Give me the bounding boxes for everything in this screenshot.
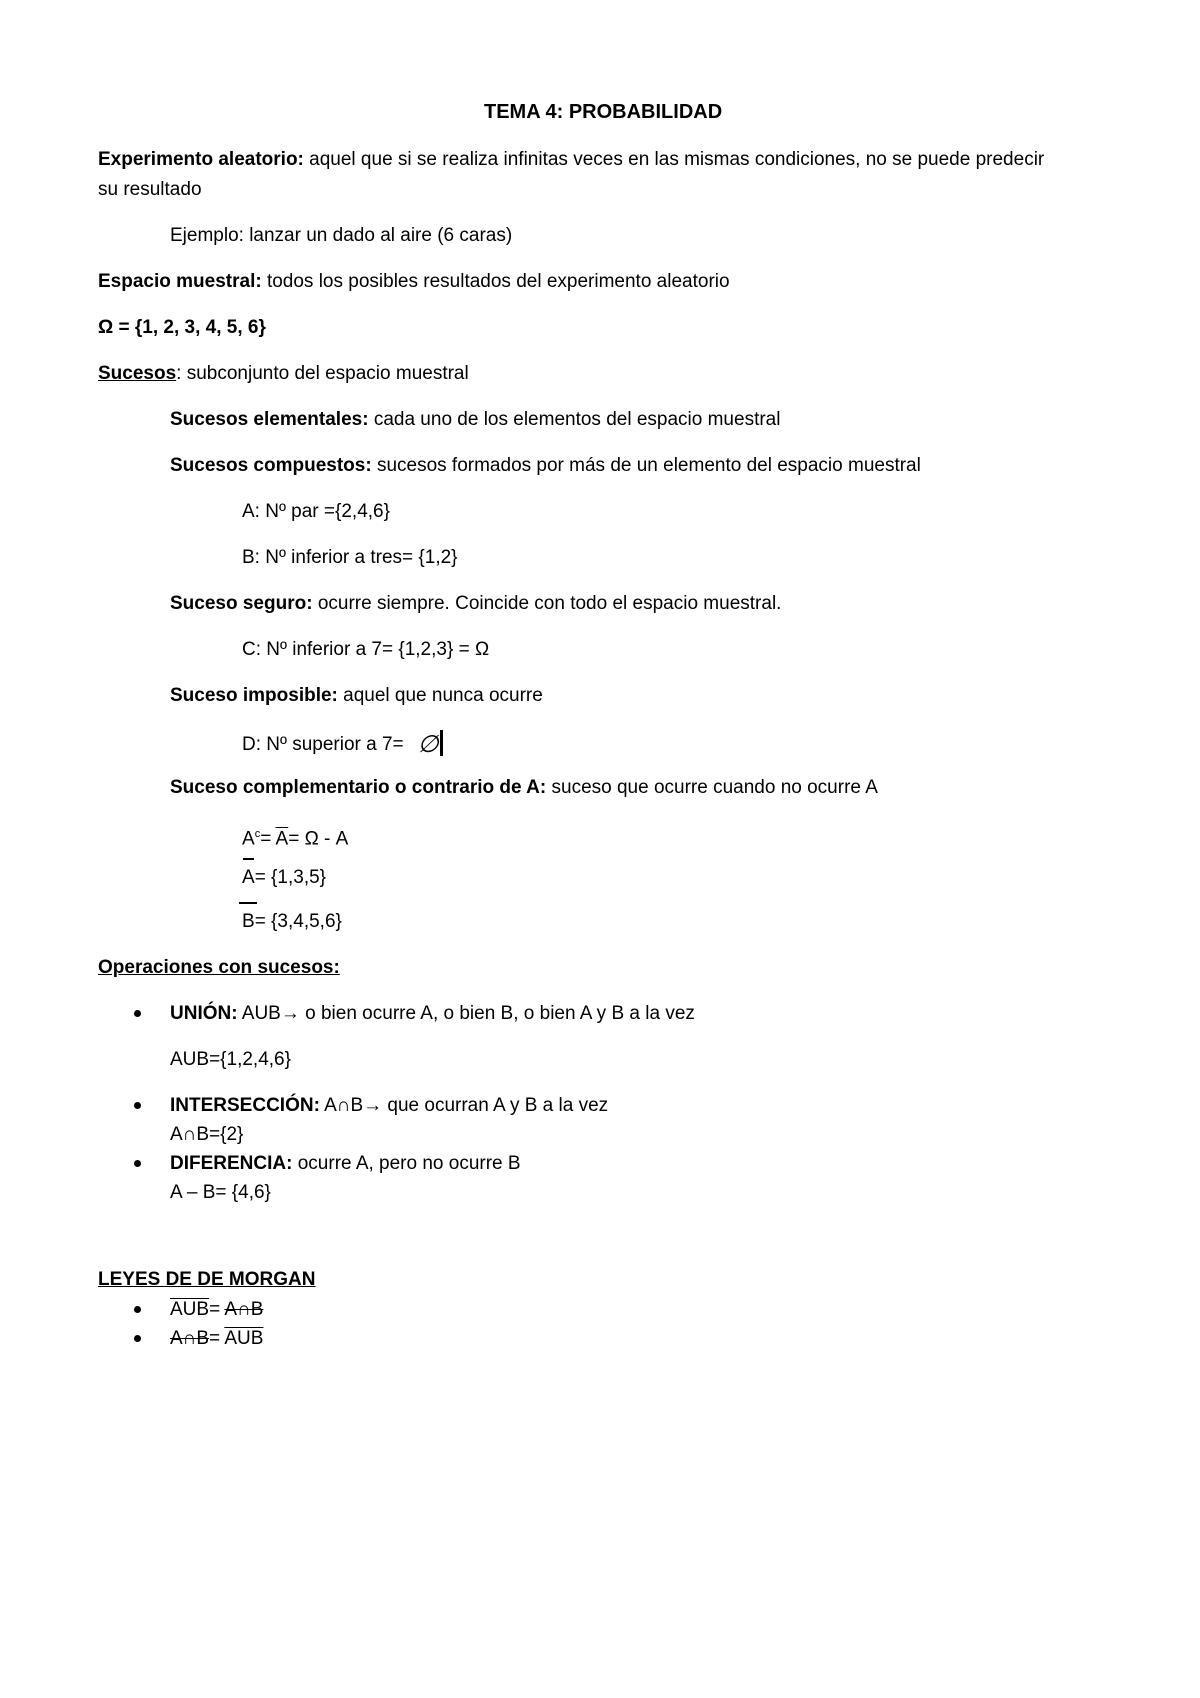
abar-line [242, 866, 326, 890]
comp-a1: A [242, 828, 255, 850]
cursor-bar [440, 730, 443, 756]
sucesos-line [98, 362, 469, 386]
dif-def: ocurre A, pero no ocurre B [292, 1153, 521, 1174]
espacio-def: todos los posibles resultados del experimento aleatorio [261, 271, 730, 292]
bullet-icon [134, 1306, 141, 1313]
morgan-law-2 [170, 1327, 263, 1351]
imposible-def: aquel que nunca ocurre [337, 685, 543, 706]
comp-sup: c [254, 828, 261, 840]
example-b: B: Nº inferior a tres= {1,2} [242, 547, 458, 568]
compuestos-line [170, 454, 921, 478]
imposible-line [170, 684, 543, 708]
dif-example: A – B= {4,6} [170, 1182, 271, 1203]
bbar-letter: B [242, 911, 255, 932]
union-def: AUB→ o bien ocurre A, o bien B, o bien A y B a la vez [237, 1003, 695, 1024]
espacio-term: Espacio muestral: [98, 271, 262, 292]
union-example: AUB={1,2,4,6} [170, 1049, 291, 1070]
experimento-term: Experimento aleatorio: [98, 149, 304, 170]
complementario-def: suceso que ocurre cuando no ocurre A [546, 777, 878, 798]
inter-line [170, 1094, 608, 1118]
example-c: C: Nº inferior a 7= {1,2,3} = Ω [242, 639, 490, 660]
seguro-line [170, 592, 781, 616]
compuestos-def: sucesos formados por más de un elemento del espacio muestral [371, 455, 921, 476]
inter-example: A∩B={2} [170, 1124, 244, 1145]
complement-definition [242, 822, 348, 851]
elementales-term: Sucesos elementales: [170, 409, 369, 430]
bullet-icon [134, 1335, 141, 1342]
elementales-def: cada uno de los elementos del espacio muestral [368, 409, 781, 430]
experimento-ejemplo: Ejemplo: lanzar un dado al aire (6 caras) [170, 225, 513, 246]
law2-left: A∩B [170, 1328, 210, 1349]
bullet-icon [134, 1102, 141, 1109]
abar-value: = {1,3,5} [254, 867, 327, 888]
omega-set: Ω = {1, 2, 3, 4, 5, 6} [98, 317, 266, 338]
bullet-icon [134, 1160, 141, 1167]
bullet-icon [134, 1010, 141, 1017]
bbar-value: = {3,4,5,6} [254, 911, 342, 932]
example-d [242, 730, 443, 757]
elementales-line [170, 408, 780, 432]
union-term: UNIÓN: [170, 1003, 238, 1024]
experimento-def-cont: su resultado [98, 179, 202, 200]
comp-rest: = Ω - A [288, 828, 349, 850]
comp-a2: $\overline{A}$ [275, 828, 289, 850]
law2-eq: = [209, 1328, 225, 1349]
complementario-line [170, 776, 878, 800]
comp-eq1: = [260, 828, 276, 850]
experimento-line [98, 148, 1044, 172]
law1-left: $\overline{AUB}$ [170, 1299, 210, 1320]
law2-right: $\overline{AUB}$ [224, 1328, 264, 1349]
abar-letter: A [242, 867, 255, 888]
dif-term: DIFERENCIA: [170, 1153, 293, 1174]
sucesos-term: Sucesos [98, 363, 177, 384]
morgan-heading: LEYES DE DE MORGAN [98, 1269, 316, 1290]
example-a: A: Nº par ={2,4,6} [242, 501, 390, 522]
law1-eq: = [209, 1299, 225, 1320]
sucesos-def: : subconjunto del espacio muestral [176, 363, 469, 384]
seguro-def: ocurre siempre. Coincide con todo el espacio muestral. [312, 593, 782, 614]
experimento-def: aquel que si se realiza infinitas veces en las mismas condiciones, no se puede predecir [303, 149, 1045, 170]
morgan-law-1 [170, 1298, 263, 1322]
bbar-line [242, 910, 342, 934]
seguro-term: Suceso seguro: [170, 593, 313, 614]
inter-term: INTERSECCIÓN: [170, 1095, 320, 1116]
inter-def: A∩B→ que ocurran A y B a la vez [319, 1095, 609, 1116]
page-title: TEMA 4: PROBABILIDAD [484, 101, 723, 123]
law1-right: A∩B [224, 1299, 264, 1320]
operaciones-heading: Operaciones con sucesos: [98, 957, 340, 978]
complementario-term: Suceso complementario o contrario de A: [170, 777, 547, 798]
imposible-term: Suceso imposible: [170, 685, 338, 706]
complement-bar-mark [239, 902, 257, 904]
compuestos-term: Sucesos compuestos: [170, 455, 372, 476]
empty-set-icon: ∅ [417, 730, 439, 758]
complement-bar-mark [243, 858, 254, 860]
union-line [170, 1002, 695, 1026]
dif-line [170, 1152, 521, 1176]
espacio-line [98, 270, 730, 294]
example-d-text: D: Nº superior a 7= [242, 734, 404, 755]
